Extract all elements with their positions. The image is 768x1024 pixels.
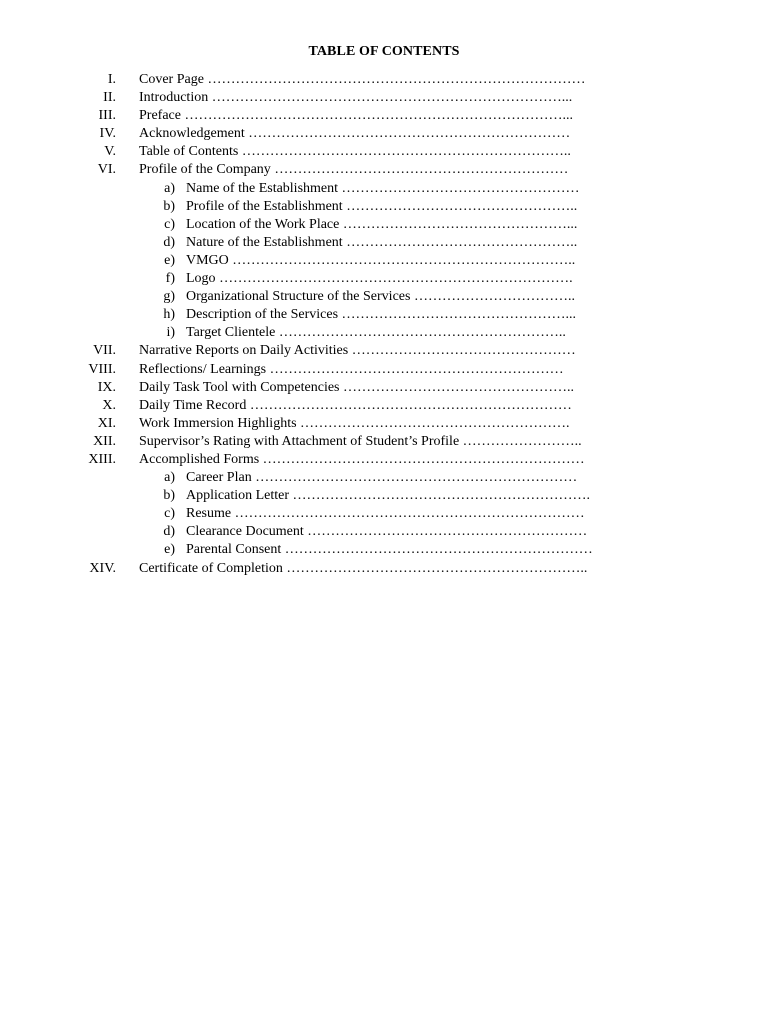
toc-entry-text: Logo: [186, 271, 216, 287]
toc-entry-leader-dots: ………………………………………………………: [274, 162, 569, 178]
toc-entry-label: [186, 487, 590, 505]
toc-subentry-letter: a): [164, 180, 175, 196]
toc-entry-text: Daily Task Tool with Competencies: [139, 379, 340, 395]
toc-entry-label: [139, 89, 572, 107]
toc-subentry-letter: i): [166, 325, 175, 341]
toc-subentry-letter: e): [164, 542, 175, 558]
toc-subentry-letter: f): [165, 271, 175, 287]
toc-entry: [0, 342, 768, 360]
toc-entry-numeral: XIV.: [89, 560, 116, 576]
toc-entry-label: [186, 541, 593, 559]
toc-entry-label: [186, 270, 573, 288]
toc-entry-label: [186, 252, 575, 270]
toc-entry-text: Location of the Work Place: [186, 216, 340, 232]
toc-entry-leader-dots: …………………………………………..: [346, 198, 578, 214]
toc-subentry-letter: c): [164, 216, 175, 232]
toc-entry-leader-dots: …………………………………………………………: [284, 542, 593, 558]
toc-subentry-letter: c): [164, 506, 175, 522]
toc-entry-text: Work Immersion Highlights: [139, 415, 297, 431]
toc-entry-text: Clearance Document: [186, 524, 304, 540]
toc-entry-leader-dots: ……………………………………………………………: [248, 126, 571, 142]
toc-entry-label: [186, 198, 577, 216]
toc-entry-leader-dots: ………………………………………………………………..: [232, 252, 576, 268]
toc-subentry-letter: b): [163, 198, 175, 214]
toc-entry-text: VMGO: [186, 252, 229, 268]
toc-subentry: [0, 180, 768, 198]
toc-entry-leader-dots: ……………………………………………………: [307, 524, 588, 540]
toc-entry-leader-dots: ……………………………………………………………: [262, 451, 585, 467]
toc-entry: [0, 397, 768, 415]
toc-entry-text: Certificate of Completion: [139, 560, 283, 576]
toc-entry-leader-dots: ………………………………………………………………….: [219, 271, 573, 287]
toc-entry-text: Supervisor’s Rating with Attachment of Student’s Profile: [139, 433, 460, 449]
toc-subentry: [0, 198, 768, 216]
toc-entry-text: Parental Consent: [186, 542, 282, 558]
toc-entry-leader-dots: ………………………………………………….: [300, 415, 570, 431]
toc-entry-label: [139, 560, 587, 578]
toc-entry-numeral: VI.: [97, 162, 116, 178]
toc-entry-leader-dots: ………………………………………………………………………...: [184, 108, 573, 124]
toc-entry-label: [186, 216, 577, 234]
page-title: TABLE OF CONTENTS: [308, 44, 460, 59]
toc-entry-numeral: VIII.: [88, 361, 116, 377]
toc-entry: [0, 89, 768, 107]
toc-entry-text: Name of the Establishment: [186, 180, 339, 196]
toc-entry-leader-dots: ……………………………..: [413, 289, 575, 305]
toc-entry-leader-dots: ………………………………………………………………………: [207, 72, 586, 87]
toc-entry: [0, 161, 768, 179]
toc-entry-label: [139, 161, 568, 179]
toc-entry-leader-dots: ………………………………………………………..: [286, 560, 588, 576]
toc-entry: [0, 361, 768, 379]
toc-subentry: [0, 252, 768, 270]
toc-entry-text: Acknowledgement: [139, 126, 245, 142]
toc-entry-label: [186, 469, 577, 487]
toc-entry-leader-dots: …………………………………………………………………: [234, 506, 585, 522]
toc-entry-text: Reflections/ Learnings: [139, 361, 267, 377]
toc-entry-label: [139, 433, 582, 451]
toc-entry: [0, 560, 768, 578]
toc-subentry: [0, 216, 768, 234]
toc-entry-leader-dots: …………………………………………: [351, 343, 576, 359]
toc-entry: [0, 379, 768, 397]
toc-entry-label: [186, 234, 577, 252]
toc-entry-text: Nature of the Establishment: [186, 234, 343, 250]
toc-subentry: [0, 234, 768, 252]
toc-entry: [0, 125, 768, 143]
toc-subentry: [0, 541, 768, 559]
toc-entry-leader-dots: …………………………………………………………………...: [211, 90, 573, 106]
toc-entry-leader-dots: …………………………………………..: [346, 234, 578, 250]
toc-entry-leader-dots: ……………………………………………: [341, 180, 580, 196]
toc-entry-text: Organizational Structure of the Services: [186, 289, 411, 305]
toc-entry: [0, 451, 768, 469]
toc-entry-numeral: I.: [107, 72, 116, 87]
toc-entry-text: Narrative Reports on Daily Activities: [139, 343, 349, 359]
toc-entry-label: [139, 107, 573, 125]
table-of-contents: [0, 71, 768, 578]
toc-subentry-letter: b): [163, 488, 175, 504]
toc-entry-label: [139, 415, 570, 433]
toc-entry-numeral: VII.: [93, 343, 116, 359]
toc-entry-leader-dots: …………………………………………..: [343, 379, 574, 395]
toc-subentry: [0, 469, 768, 487]
toc-entry-label: [139, 379, 574, 397]
toc-entry-label: [186, 306, 576, 324]
toc-entry-text: Profile of the Establishment: [186, 198, 343, 214]
toc-entry-text: Table of Contents: [139, 144, 239, 160]
toc-subentry: [0, 306, 768, 324]
toc-entry-numeral: V.: [104, 144, 116, 160]
toc-entry-text: Daily Time Record: [139, 397, 247, 413]
toc-entry-text: Career Plan: [186, 470, 252, 486]
toc-entry-text: Introduction: [139, 90, 209, 106]
toc-entry-leader-dots: ……………………………………………………….: [292, 488, 591, 504]
toc-entry-numeral: X.: [102, 397, 116, 413]
toc-entry-leader-dots: ……………………………………………………………: [249, 397, 572, 413]
toc-entry-label: [186, 505, 585, 523]
toc-entry-text: Application Letter: [186, 488, 290, 504]
toc-entry: [0, 415, 768, 433]
toc-subentry-letter: a): [164, 470, 175, 486]
toc-entry-numeral: XI.: [97, 415, 116, 431]
toc-entry-label: [139, 397, 572, 415]
toc-subentry-letter: e): [164, 252, 175, 268]
toc-subentry: [0, 523, 768, 541]
toc-entry-text: Target Clientele: [186, 325, 276, 341]
toc-subentry-letter: h): [163, 307, 175, 323]
toc-subentry-letter: g): [163, 289, 175, 305]
toc-entry-label: [139, 71, 585, 89]
toc-entry: [0, 143, 768, 161]
toc-entry-numeral: XIII.: [88, 451, 116, 467]
toc-entry-leader-dots: ……………………………………………………………: [255, 470, 578, 486]
toc-entry: [0, 71, 768, 89]
toc-subentry: [0, 288, 768, 306]
toc-entry-numeral: XII.: [93, 433, 116, 449]
toc-entry-leader-dots: ……………………………………………………..: [278, 325, 566, 341]
toc-entry-label: [186, 288, 575, 306]
toc-entry-label: [186, 324, 566, 342]
toc-entry: [0, 107, 768, 125]
toc-subentry-letter: d): [163, 524, 175, 540]
toc-entry-text: Accomplished Forms: [139, 451, 260, 467]
toc-entry-leader-dots: ………………………………………………………: [269, 361, 564, 377]
toc-entry: [0, 433, 768, 451]
toc-entry-text: Profile of the Company: [139, 162, 271, 178]
toc-subentry: [0, 487, 768, 505]
toc-entry-leader-dots: …………………………………………...: [341, 307, 577, 323]
toc-entry-numeral: II.: [103, 90, 116, 106]
toc-entry-label: [186, 180, 580, 198]
toc-subentry: [0, 270, 768, 288]
toc-entry-label: [139, 125, 570, 143]
toc-entry-label: [139, 361, 564, 379]
toc-entry-leader-dots: …………………………………………...: [342, 216, 578, 232]
toc-entry-numeral: III.: [98, 108, 116, 124]
toc-entry-label: [186, 523, 587, 541]
toc-subentry-letter: d): [163, 234, 175, 250]
toc-subentry: [0, 505, 768, 523]
toc-entry-leader-dots: ……………………………………………………………..: [241, 144, 571, 160]
toc-entry-text: Description of the Services: [186, 307, 339, 323]
toc-entry-text: Preface: [139, 108, 181, 124]
toc-entry-text: Resume: [186, 506, 232, 522]
toc-entry-label: [139, 143, 571, 161]
toc-entry-numeral: IX.: [97, 379, 116, 395]
toc-subentry: [0, 324, 768, 342]
toc-entry-numeral: IV.: [99, 126, 116, 142]
toc-entry-label: [139, 451, 585, 469]
toc-entry-label: [139, 342, 576, 360]
toc-entry-leader-dots: ……………………..: [462, 433, 582, 449]
toc-entry-text: Cover Page: [139, 72, 204, 87]
